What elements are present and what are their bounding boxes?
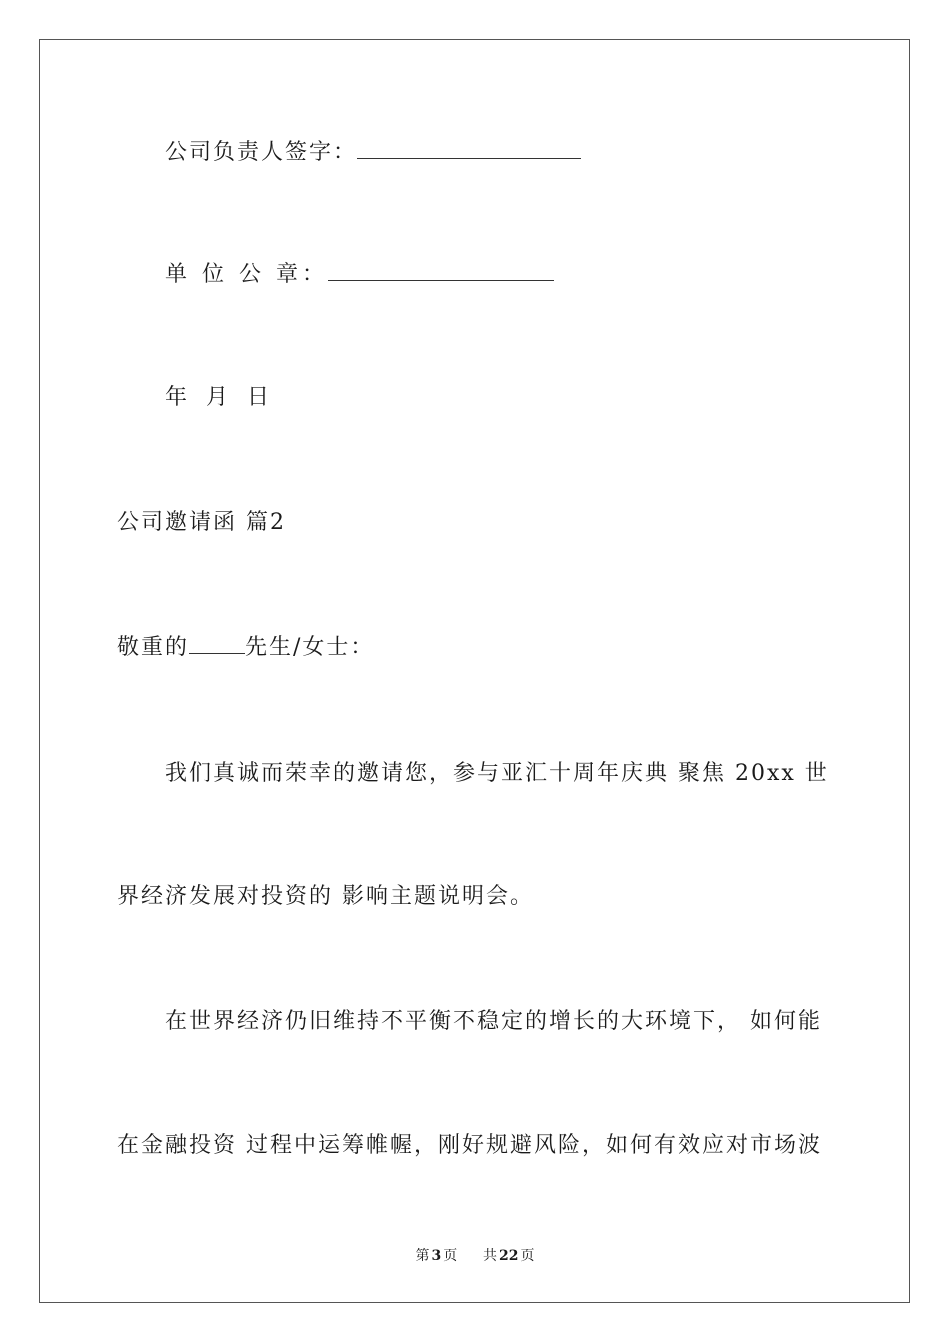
date-line: 年 月 日 (165, 385, 275, 410)
seal-blank (328, 260, 554, 281)
seal-label: 单 位 公 章： (165, 262, 328, 287)
salutation (117, 633, 374, 663)
paragraph-1-line-1: 我们真诚而荣幸的邀请您，参与亚汇十周年庆典 聚焦 20xx 世 (165, 761, 829, 786)
paragraph-2-line-2: 在金融投资 过程中运筹帷幄，刚好规避风险，如何有效应对市场波 (117, 1133, 822, 1158)
salutation-prefix: 敬重的 (117, 635, 190, 660)
page-indicator: 第 3 页 (415, 1248, 458, 1264)
page-frame (39, 39, 910, 1303)
salutation-suffix: 先生/女士： (245, 635, 375, 660)
signature-blank (357, 138, 581, 159)
page-footer (0, 1246, 950, 1266)
salutation-blank (189, 633, 245, 654)
total-pages-indicator: 共 22 页 (483, 1248, 535, 1264)
section-heading: 公司邀请函 篇2 (117, 510, 286, 535)
paragraph-2-line-1: 在世界经济仍旧维持不平衡不稳定的增长的大环境下， 如何能 (165, 1009, 822, 1034)
paragraph-1-line-2: 界经济发展对投资的 影响主题说明会。 (117, 884, 534, 909)
signature-label: 公司负责人签字： (165, 140, 358, 165)
seal-line (165, 260, 554, 290)
signature-line (165, 138, 581, 168)
